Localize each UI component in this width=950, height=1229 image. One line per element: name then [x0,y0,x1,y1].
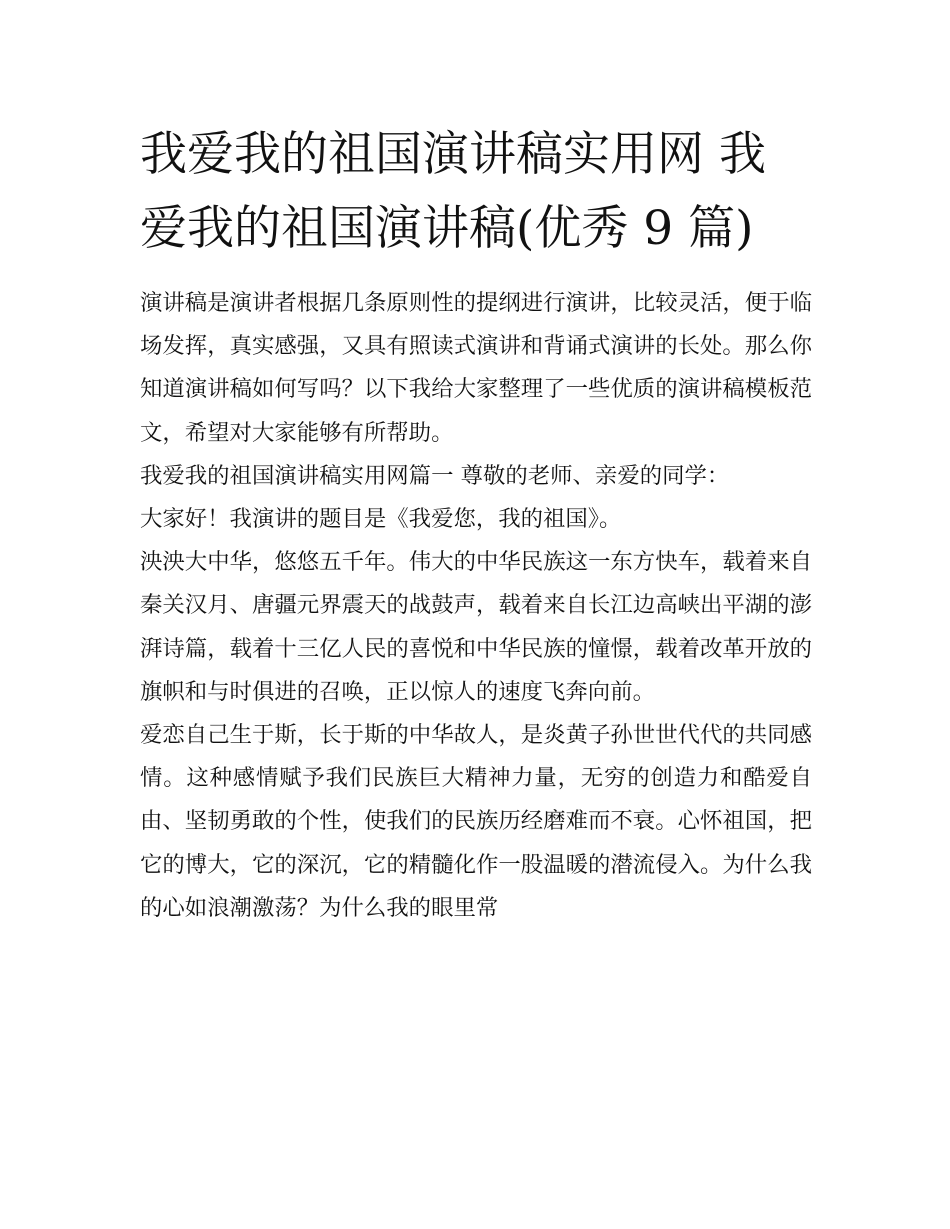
paragraph-body-2: 爱恋自己生于斯，长于斯的中华故人，是炎黄子孙世世代代的共同感情。这种感情赋予我们民族巨大精神力量，无穷的创造力和酷爱自由、坚韧勇敢的个性，使我们的民族历经磨难而不衰。心怀祖国，把它的博大，它的深沉，它的精髓化作一股温暖的潜流侵入。为什么我的心如浪潮激荡？为什么我的眼里常 [140,722,812,921]
paragraph-greeting: 大家好！我演讲的题目是《我爱您，我的祖国》。 [140,506,622,533]
document-body [140,282,812,930]
paragraph-intro: 演讲稿是演讲者根据几条原则性的提纲进行演讲，比较灵活，便于临场发挥，真实感强，又具有照读式演讲和背诵式演讲的长处。那么你知道演讲稿如何写吗？以下我给大家整理了一些优质的演讲稿模板范文，希望对大家能够有所帮助。 [140,290,812,446]
document-title: 我爱我的祖国演讲稿实用网 我爱我的祖国演讲稿(优秀 9 篇) [140,127,766,256]
paragraph-salutation: 我爱我的祖国演讲稿实用网篇一 尊敬的老师、亲爱的同学： [140,462,730,489]
paragraph-body-1: 泱泱大中华，悠悠五千年。伟大的中华民族这一东方快车，载着来自秦关汉月、唐疆元界震天的战鼓声，载着来自长江边高峡出平湖的澎湃诗篇，载着十三亿人民的喜悦和中华民族的憧憬，载着改革开放的旗帜和与时俱进的召唤，正以惊人的速度飞奔向前。 [140,549,812,705]
